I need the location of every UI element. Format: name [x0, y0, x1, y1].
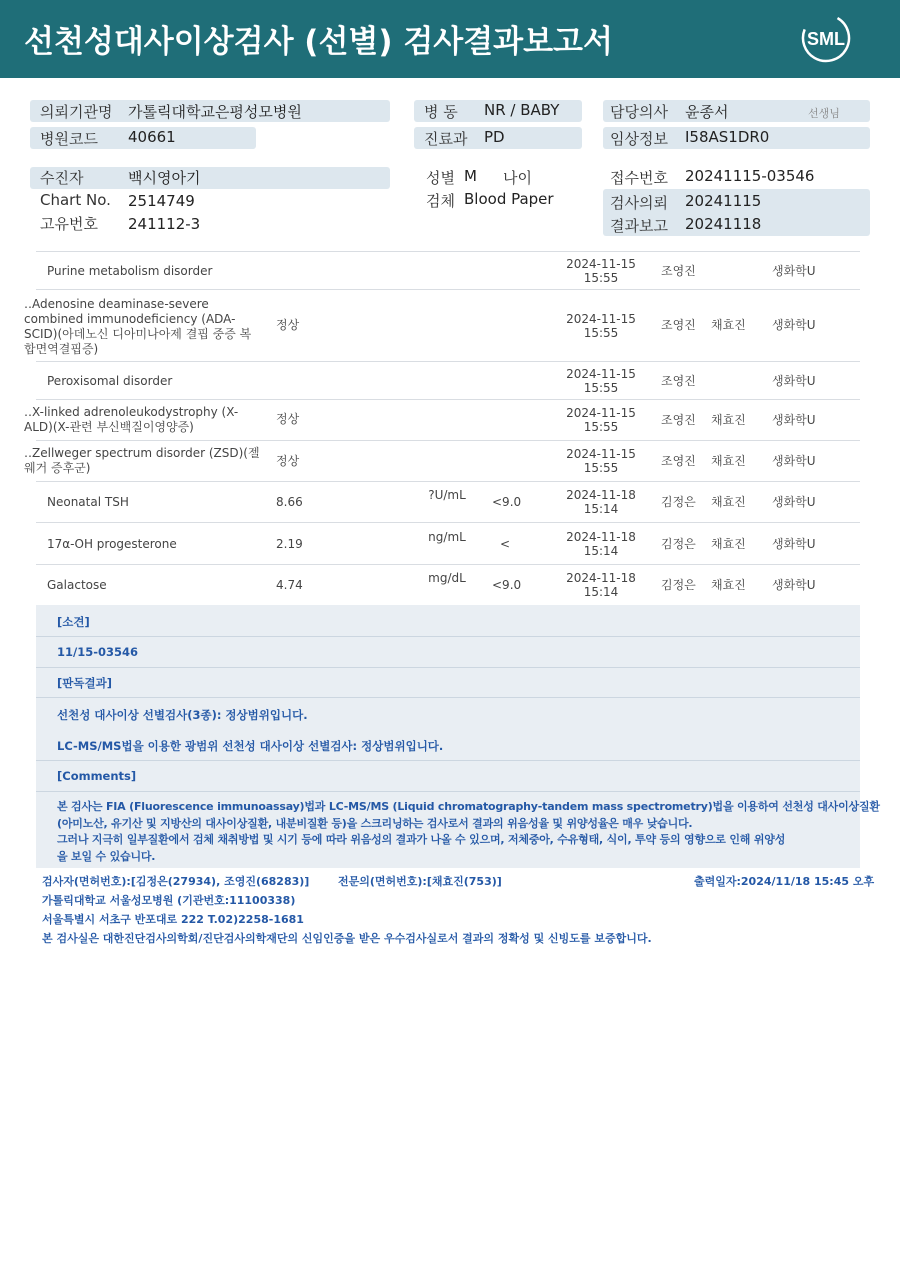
test-time: 15:55: [583, 461, 619, 475]
lab-dept: 생화학U: [772, 578, 816, 592]
test-time: 15:55: [583, 381, 619, 395]
test-date: 2024-11-18: [566, 571, 636, 585]
table-row: [36, 481, 860, 522]
test-date: 2024-11-15: [566, 447, 636, 461]
test-result: 8.66: [276, 495, 303, 509]
department-value: PD: [484, 128, 505, 146]
tester-name: 조영진: [661, 454, 696, 468]
test-unit: ?U/mL: [428, 488, 466, 502]
footer-testers: 검사자(면허번호):[김정은(27934), 조영진(68283)]: [42, 875, 310, 888]
finding-header: [소견]: [57, 615, 90, 629]
test-date: 2024-11-15: [566, 257, 636, 271]
footer-specialist: 전문의(면허번호):[채효진(753)]: [338, 875, 502, 888]
test-name: 17α-OH progesterone: [47, 537, 177, 551]
tester-name: 김정은: [661, 578, 696, 592]
tester-name: 김정은: [661, 537, 696, 551]
sex-value: M: [464, 167, 477, 185]
comments-line-1: 본 검사는 FIA (Fluorescence immunoassay)법과 LC-MS/MS (Liquid chromatography-tandem mass spectrometry)법을 이용하여 선천성 대사이상질환: [57, 800, 880, 813]
lab-dept: 생화학U: [772, 318, 816, 332]
comments-line-2: (아미노산, 유기산 및 지방산의 대사이상질환, 내분비질환 등)을 스크리닝하는 검사로서 결과의 위음성율 및 위양성율은 매우 낮습니다.: [57, 816, 693, 830]
test-name: Peroxisomal disorder: [47, 374, 173, 388]
test-name: Neonatal TSH: [47, 495, 129, 509]
comments-line-4: 을 보일 수 있습니다.: [57, 849, 156, 863]
report-date-value: 20241118: [685, 215, 762, 233]
institution-label: 의뢰기관명: [40, 103, 113, 121]
reviewer-name: 채효진: [711, 578, 746, 592]
divider: [36, 667, 860, 668]
test-date: 2024-11-18: [566, 530, 636, 544]
footer-hospital: 가톨릭대학교 서울성모병원 (기관번호:11100338): [42, 894, 296, 907]
lab-dept: 생화학U: [772, 374, 816, 388]
tester-name: 조영진: [661, 374, 696, 388]
table-row: [36, 564, 860, 605]
divider: [36, 760, 860, 761]
sex-label: 성별: [426, 169, 455, 187]
table-row: [24, 440, 860, 481]
test-time: 15:14: [583, 502, 619, 516]
test-unit: ng/mL: [428, 530, 466, 544]
test-time: 15:14: [583, 544, 619, 558]
report-date-label: 결과보고: [610, 217, 668, 235]
test-time: 15:55: [583, 271, 619, 285]
lab-dept: 생화학U: [772, 264, 816, 278]
institution-value: 가톨릭대학교은평성모병원: [128, 103, 302, 121]
test-result: 정상: [276, 318, 300, 332]
test-name: ‥X-linked adrenoleukodystrophy (X-ALD)(X-관련 부신백질이영양증): [24, 405, 239, 434]
table-row: [36, 522, 860, 564]
age-label: 나이: [503, 169, 532, 187]
unique-no-label: 고유번호: [40, 215, 98, 233]
test-name: Purine metabolism disorder: [47, 264, 213, 278]
table-row: [36, 361, 860, 399]
test-result: 정상: [276, 412, 300, 426]
divider: [36, 636, 860, 637]
patient-label: 수진자: [40, 169, 84, 187]
table-row: [36, 251, 860, 289]
ward-value: NR / BABY: [484, 101, 560, 119]
footer-address: 서울특별시 서초구 반포대로 222 T.02)2258-1681: [42, 913, 304, 926]
lab-dept: 생화학U: [772, 413, 816, 427]
report-header: [0, 0, 900, 78]
tester-name: 조영진: [661, 264, 696, 278]
tester-name: 조영진: [661, 318, 696, 332]
reference-range: <9.0: [492, 495, 522, 509]
specimen-label: 검체: [426, 192, 455, 210]
tester-name: 조영진: [661, 413, 696, 427]
reviewer-name: 채효진: [711, 537, 746, 551]
lab-dept: 생화학U: [772, 495, 816, 509]
logo-text: SML: [807, 29, 845, 49]
comments-line-3: 그러나 지극히 일부질환에서 검체 채취방법 및 시기 등에 따라 위음성의 결과가 나올 수 있으며, 저체중아, 수유형태, 식이, 투약 등의 영향으로 인해 위양성: [57, 833, 786, 846]
clinical-info-label: 임상정보: [610, 130, 668, 148]
chart-no-value: 2514749: [128, 192, 195, 210]
doctor-value: 윤종서: [685, 103, 729, 121]
footer-certification: 본 검사실은 대한진단검사의학회/진단검사의학재단의 신임인증을 받은 우수검사실로서 결과의 정확성 및 신빙도를 보증합니다.: [42, 932, 652, 945]
test-time: 15:14: [583, 585, 619, 599]
table-row: [24, 399, 860, 440]
reviewer-name: 채효진: [711, 495, 746, 509]
doctor-label: 담당의사: [610, 103, 668, 121]
interpretation-header: [판독결과]: [57, 676, 112, 690]
hospital-code-label: 병원코드: [40, 130, 98, 148]
hospital-code-value: 40661: [128, 128, 176, 146]
lab-dept: 생화학U: [772, 454, 816, 468]
doctor-suffix: 선생님: [808, 107, 840, 120]
sml-logo-icon: [800, 12, 852, 64]
patient-value: 백시영아기: [128, 169, 201, 187]
test-date: 2024-11-15: [566, 406, 636, 420]
reviewer-name: 채효진: [711, 318, 746, 332]
comments-body: [57, 799, 880, 865]
test-date: 2024-11-15: [566, 312, 636, 326]
reviewer-name: 채효진: [711, 413, 746, 427]
tester-name: 김정은: [661, 495, 696, 509]
patient-box: [30, 167, 390, 189]
request-date-value: 20241115: [685, 192, 762, 210]
test-time: 15:55: [583, 326, 619, 340]
test-name: ‥Zellweger spectrum disorder (ZSD)(젤웨거 증후군): [24, 446, 260, 475]
ward-label: 병 동: [424, 103, 458, 121]
request-date-label: 검사의뢰: [610, 194, 668, 212]
reviewer-name: 채효진: [711, 454, 746, 468]
unique-no-value: 241112-3: [128, 215, 201, 233]
test-name: ‥Adenosine deaminase-severe combined immunodeficiency (ADA-SCID)(아데노신 디아미나아제 결핍 중증 복합면역결핍증): [24, 297, 252, 356]
reference-range: <9.0: [492, 578, 522, 592]
table-row: [24, 289, 860, 361]
test-date: 2024-11-15: [566, 367, 636, 381]
receipt-no-value: 20241115-03546: [685, 167, 815, 185]
specimen-value: Blood Paper: [464, 190, 554, 208]
finding-id: 11/15-03546: [57, 645, 138, 659]
report-title: 선천성대사이상검사 (선별) 검사결과보고서: [24, 24, 613, 60]
test-time: 15:55: [583, 420, 619, 434]
divider: [36, 791, 860, 792]
test-result: 2.19: [276, 537, 303, 551]
lab-dept: 생화학U: [772, 537, 816, 551]
divider: [36, 697, 860, 698]
reference-range: <: [500, 537, 511, 551]
interpretation-line-2: LC-MS/MS법을 이용한 광범위 선천성 대사이상 선별검사: 정상범위입니다.: [57, 739, 444, 753]
department-label: 진료과: [424, 130, 468, 148]
interpretation-line-1: 선천성 대사이상 선별검사(3종): 정상범위입니다.: [57, 708, 308, 722]
receipt-no-label: 접수번호: [610, 169, 668, 187]
comments-header: [Comments]: [57, 769, 137, 783]
comment-section: [36, 605, 880, 868]
clinical-info-value: I58AS1DR0: [685, 128, 770, 146]
test-name: Galactose: [47, 578, 107, 592]
test-result: 정상: [276, 454, 300, 468]
test-date: 2024-11-18: [566, 488, 636, 502]
test-unit: mg/dL: [428, 571, 466, 585]
footer-print-date: 출력일자:2024/11/18 15:45 오후: [694, 875, 875, 888]
chart-no-label: Chart No.: [40, 191, 111, 209]
test-result: 4.74: [276, 578, 303, 592]
